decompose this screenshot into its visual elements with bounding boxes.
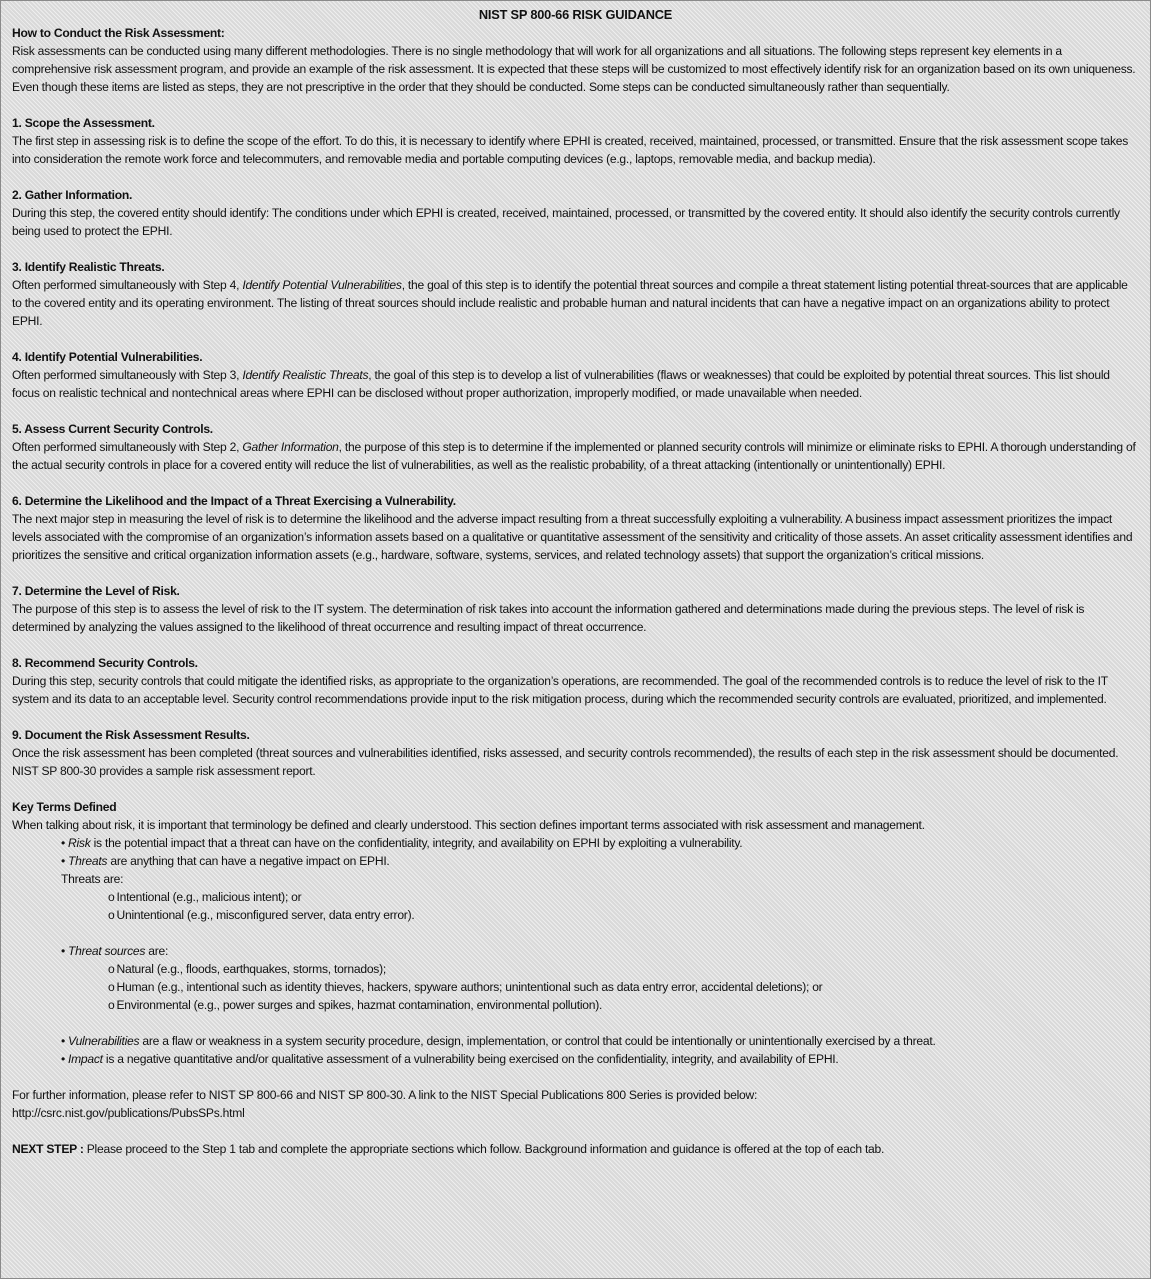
- bullet-icon: •: [61, 1052, 65, 1066]
- term-vulnerabilities: [12, 1032, 1140, 1050]
- step-section: [12, 420, 1140, 474]
- spacer: [12, 1014, 1140, 1032]
- key-terms-intro: When talking about risk, it is important that terminology be defined and clearly understood. This section defines important terms associated with risk assessment and management.: [12, 818, 925, 832]
- spacer: [12, 924, 1140, 942]
- source-type-item: [12, 996, 1140, 1014]
- term-definition: are a flaw or weakness in a system security procedure, design, implementation, or control that could be intentionally or unintentionally exercised by a threat.: [139, 1034, 936, 1048]
- nist-publications-link[interactable]: http://csrc.nist.gov/publications/PubsSPs.html: [12, 1106, 245, 1120]
- sub-bullet-icon: o: [108, 962, 115, 976]
- step-text: [12, 744, 1140, 780]
- step-section: [12, 348, 1140, 402]
- threats-are-label: Threats are:: [61, 872, 124, 886]
- step-text-part: , the goal of this step is to develop a list of vulnerabilities (flaws or weaknesses) that could be exploited by potential threat sources. This list should focus on realistic technical and nontechnical areas where EPHI can be disclosed without proper authorization, improperly modified, or made unavailable when needed.: [12, 368, 1110, 400]
- step-heading: 2. Gather Information.: [12, 188, 133, 202]
- step-text: [12, 510, 1140, 564]
- step-text: [12, 366, 1140, 402]
- step-text-part: Often performed simultaneously with Step 4,: [12, 278, 243, 292]
- step-heading: 3. Identify Realistic Threats.: [12, 260, 165, 274]
- term-label: Threat sources: [67, 944, 146, 958]
- term-threats: [12, 852, 1140, 870]
- term-definition: is the potential impact that a threat can have on the confidentiality, integrity, and availability on EPHI by exploiting a vulnerability.: [90, 836, 743, 850]
- step-heading: 1. Scope the Assessment.: [12, 116, 155, 130]
- step-text-part: Once the risk assessment has been completed (threat sources and vulnerabilities identified, risks assessed, and security controls recommended), the results of each step in the risk assessment should be documented. NIST SP 800-30 provides a sample risk assessment report.: [12, 746, 1119, 778]
- sub-bullet-icon: o: [108, 890, 115, 904]
- step-text-part: During this step, the covered entity should identify: The conditions under which EPHI is created, received, maintained, processed, or transmitted by the covered entity. It should also identify the security controls currently being used to protect the EPHI.: [12, 206, 1120, 238]
- step-text: [12, 204, 1140, 240]
- term-risk: [12, 834, 1140, 852]
- step-heading: 8. Recommend Security Controls.: [12, 656, 198, 670]
- step-reference: Identify Realistic Threats: [242, 368, 369, 382]
- sub-bullet-icon: o: [108, 980, 115, 994]
- step-text: [12, 132, 1140, 168]
- step-section: [12, 114, 1140, 168]
- term-label: Risk: [67, 836, 91, 850]
- step-section: [12, 654, 1140, 708]
- key-terms-heading: Key Terms Defined: [12, 800, 117, 814]
- step-heading: 4. Identify Potential Vulnerabilities.: [12, 350, 203, 364]
- term-label: Vulnerabilities: [67, 1034, 140, 1048]
- step-section: [12, 726, 1140, 780]
- step-text-part: The first step in assessing risk is to define the scope of the effort. To do this, it is necessary to identify where EPHI is created, received, maintained, processed, or transmitted. Ensure that the risk assessment scope takes into consideration the remote work force and telecommuters, and removable media and portable computing devices (e.g., laptops, removable media, and backup media).: [12, 134, 1129, 166]
- next-step: [12, 1140, 1140, 1158]
- step-text-part: Often performed simultaneously with Step 2,: [12, 440, 243, 454]
- step-text: [12, 438, 1140, 474]
- key-terms: [12, 798, 1140, 1068]
- source-type-text: Human (e.g., intentional such as identity thieves, hackers, spyware authors; unintentional such as data entry error, accidental deletions); or: [116, 980, 823, 994]
- bullet-icon: •: [61, 854, 65, 868]
- source-type-item: [12, 960, 1140, 978]
- step-section: [12, 492, 1140, 564]
- step-section: [12, 582, 1140, 636]
- content: [1, 24, 1150, 1158]
- intro-text: Risk assessments can be conducted using many different methodologies. There is no single methodology that will work for all organizations and all situations. The following steps represent key elements in a comprehensive risk assessment program, and provide an example of the risk assessment. It is expected that these steps will be customized to most effectively identify risk for an organization based on its own uniqueness. Even though these items are listed as steps, they are not prescriptive in the order that they should be conducted. Some steps can be conducted simultaneously rather than sequentially.: [12, 44, 1136, 94]
- step-reference: Identify Potential Vulnerabilities: [242, 278, 402, 292]
- step-text-part: During this step, security controls that could mitigate the identified risks, as appropriate to the organization’s operations, are recommended. The goal of the recommended controls is to reduce the level of risk to the IT system and its data to an acceptable level. Security control recommendations provide input to the risk mitigation process, during which the recommended security controls are evaluated, prioritized, and implemented.: [12, 674, 1108, 706]
- further-info-text: For further information, please refer to NIST SP 800-66 and NIST SP 800-30. A link to the NIST Special Publications 800 Series is provided below:: [12, 1088, 758, 1102]
- next-step-label: NEXT STEP :: [12, 1142, 84, 1156]
- source-type-text: Natural (e.g., floods, earthquakes, storms, tornados);: [116, 962, 386, 976]
- source-type-text: Environmental (e.g., power surges and spikes, hazmat contamination, environmental pollution).: [116, 998, 603, 1012]
- step-heading: 5. Assess Current Security Controls.: [12, 422, 213, 436]
- page-title: NIST SP 800-66 RISK GUIDANCE: [478, 7, 673, 22]
- next-step-text: Please proceed to the Step 1 tab and complete the appropriate sections which follow. Background information and guidance is offered at the top of each tab.: [83, 1142, 885, 1156]
- term-definition: are anything that can have a negative impact on EPHI.: [107, 854, 390, 868]
- sub-bullet-icon: o: [108, 908, 115, 922]
- step-text-part: , the goal of this step is to identify the potential threat sources and compile a threat statement listing potential threat-sources that are applicable to the covered entity and its operating environment. The listing of threat sources should include realistic and probable human and natural incidents that can have a negative impact on an organizations ability to protect EPHI.: [12, 278, 1128, 328]
- term-impact: [12, 1050, 1140, 1068]
- step-section: [12, 186, 1140, 240]
- term-label: Threats: [67, 854, 108, 868]
- threat-type-text: Unintentional (e.g., misconfigured server, data entry error).: [116, 908, 415, 922]
- step-text-part: Often performed simultaneously with Step 3,: [12, 368, 243, 382]
- term-definition: is a negative quantitative and/or qualitative assessment of a vulnerability being exercised on the confidentiality, integrity, and availability of EPHI.: [102, 1052, 839, 1066]
- step-reference: Gather Information: [242, 440, 339, 454]
- step-text-part: , the purpose of this step is to determine if the implemented or planned security controls will minimize or eliminate risks to EPHI. A thorough understanding of the actual security controls in place for a covered entity will reduce the list of vulnerabilities, as well as the realistic probability, of a threat attacking (intentionally or unintentionally) EPHI.: [12, 440, 1136, 472]
- sub-bullet-icon: o: [108, 998, 115, 1012]
- step-heading: 6. Determine the Likelihood and the Impact of a Threat Exercising a Vulnerability.: [12, 494, 456, 508]
- step-heading: 7. Determine the Level of Risk.: [12, 584, 180, 598]
- step-section: [12, 258, 1140, 330]
- step-text: [12, 276, 1140, 330]
- bullet-icon: •: [61, 944, 65, 958]
- further-info: [12, 1086, 1140, 1122]
- source-type-item: [12, 978, 1140, 996]
- threat-type-item: [12, 906, 1140, 924]
- term-label: Impact: [67, 1052, 103, 1066]
- step-text-part: The next major step in measuring the level of risk is to determine the likelihood and the adverse impact resulting from a threat successfully exploiting a vulnerability. A business impact assessment prioritizes the impact levels associated with the compromise of an organization’s information assets based on a qualitative or quantitative assessment of the sensitivity and criticality of those assets. An asset criticality assessment identifies and prioritizes the sensitive and critical organization information assets (e.g., hardware, software, systems, services, and related technology assets) that support the organization’s critical missions.: [12, 512, 1133, 562]
- threat-type-item: [12, 888, 1140, 906]
- step-text: [12, 672, 1140, 708]
- term-definition: are:: [145, 944, 169, 958]
- step-text: [12, 600, 1140, 636]
- step-heading: 9. Document the Risk Assessment Results.: [12, 728, 250, 742]
- bullet-icon: •: [61, 836, 65, 850]
- bullet-icon: •: [61, 1034, 65, 1048]
- intro-heading: How to Conduct the Risk Assessment:: [12, 26, 225, 40]
- steps-list: [12, 114, 1140, 780]
- term-threat-sources: [12, 942, 1140, 960]
- step-text-part: The purpose of this step is to assess the level of risk to the IT system. The determination of risk takes into account the information gathered and determinations made during the previous steps. The level of risk is determined by analyzing the values assigned to the likelihood of threat occurrence and resulting impact of threat occurrence.: [12, 602, 1085, 634]
- threat-type-text: Intentional (e.g., malicious intent); or: [116, 890, 302, 904]
